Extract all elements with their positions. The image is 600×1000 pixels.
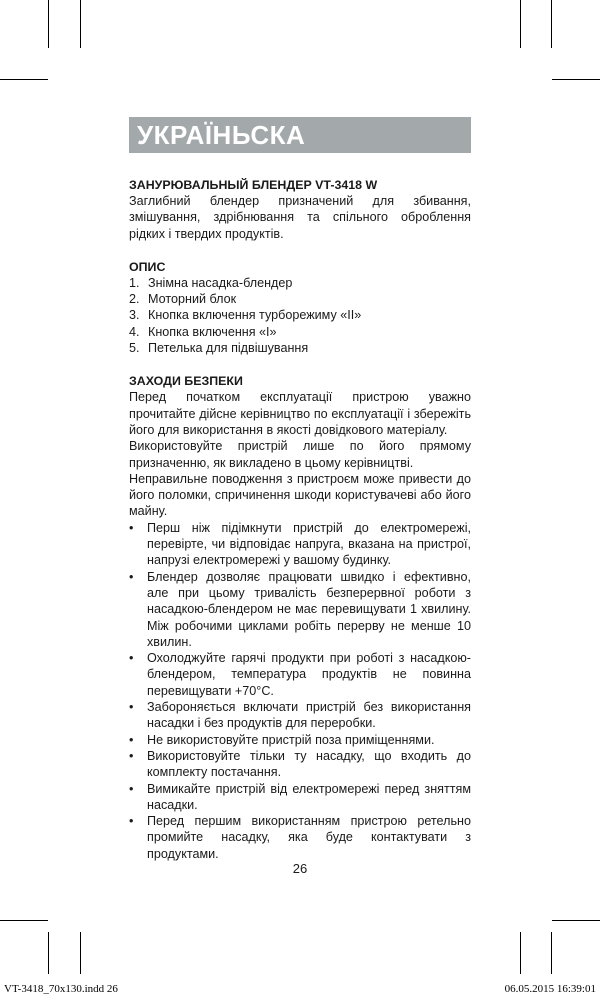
crop-mark <box>80 932 81 974</box>
list-item: • Використовуйте тільки ту насадку, що входить до комплекту постачання. <box>129 748 471 780</box>
crop-mark <box>0 920 48 921</box>
safety-heading: ЗАХОДИ БЕЗПЕКИ <box>129 374 243 389</box>
safety-paragraph: Неправильне поводження з пристроєм може привести до його поломки, спричинення шкоди користувачеві або його майну. <box>129 471 471 519</box>
list-item: 1. Знімна насадка-блендер <box>129 275 293 290</box>
list-item: 3. Кнопка включення турборежиму «II» <box>129 308 362 323</box>
page-content <box>129 177 471 862</box>
crop-mark <box>48 0 49 48</box>
section-title: УКРАЇНЬСКА <box>137 120 306 150</box>
safety-paragraph: Перед початком експлуатації пристрою уважно прочитайте дійсне керівництво по експлуатації і збережіть його для використання в якості довідкового матеріалу. <box>129 390 471 437</box>
list-item: 2. Моторний блок <box>129 292 237 307</box>
safety-bullet-list <box>129 520 471 862</box>
footer-datetime: 06.05.2015 16:39:01 <box>504 983 596 995</box>
list-item: • Забороняється включати пристрій без використання насадки і без продуктів для переробки. <box>129 700 471 731</box>
crop-mark <box>80 0 81 48</box>
section-banner <box>129 117 471 153</box>
list-item: • Перед першим використанням пристрою ретельно промийте насадку, яка буде контактувати з продуктами. <box>129 814 471 861</box>
parts-list <box>129 275 471 356</box>
list-item: • Блендер дозволяє працювати швидко і ефективно, але при цьому тривалість безперервної роботи з насадкою-блендером не має перевищувати 1 хвилину. Між робочими циклами робіть перерву не менше 10 хвилин. <box>129 569 471 649</box>
crop-mark <box>0 79 48 80</box>
list-item: • Вимикайте пристрій від електромережі перед зняттям насадки. <box>129 781 471 812</box>
list-item: • Охолоджуйте гарячі продукти при роботі з насадкою-блендером, температура продуктів не повинна перевищувати +70°С. <box>129 651 471 698</box>
list-item: • Не використовуйте пристрій поза приміщеннями. <box>129 732 435 747</box>
product-heading: ЗАНУРЮВАЛЬНЫЙ БЛЕНДЕР VT-3418 W <box>129 178 378 192</box>
footer-file: VT-3418_70x130.indd 26 <box>4 983 118 995</box>
list-item: • Перш ніж підімкнути пристрій до електромережі, перевірте, чи відповідає напруга, вказана на пристрої, напрузі електромережі у вашому будинку. <box>129 520 471 568</box>
crop-mark <box>551 0 552 48</box>
page-number: 26 <box>292 861 308 876</box>
crop-mark <box>48 932 49 974</box>
safety-paragraph: Використовуйте пристрій лише по його прямому призначенню, як викладено в цьому керівництві. <box>129 439 471 470</box>
intro-paragraph: Заглибний блендер призначений для збивання, змішування, здрібнювання та спільного оброблення рідких і твердих продуктів. <box>129 194 471 241</box>
crop-mark <box>520 932 521 974</box>
crop-mark <box>552 920 600 921</box>
list-item: 5. Петелька для підвішування <box>129 341 309 356</box>
description-heading: ОПИС <box>129 259 166 274</box>
crop-mark <box>520 0 521 48</box>
crop-mark <box>551 932 552 974</box>
list-item: 4. Кнопка включення «I» <box>129 324 277 339</box>
crop-mark <box>552 79 600 80</box>
